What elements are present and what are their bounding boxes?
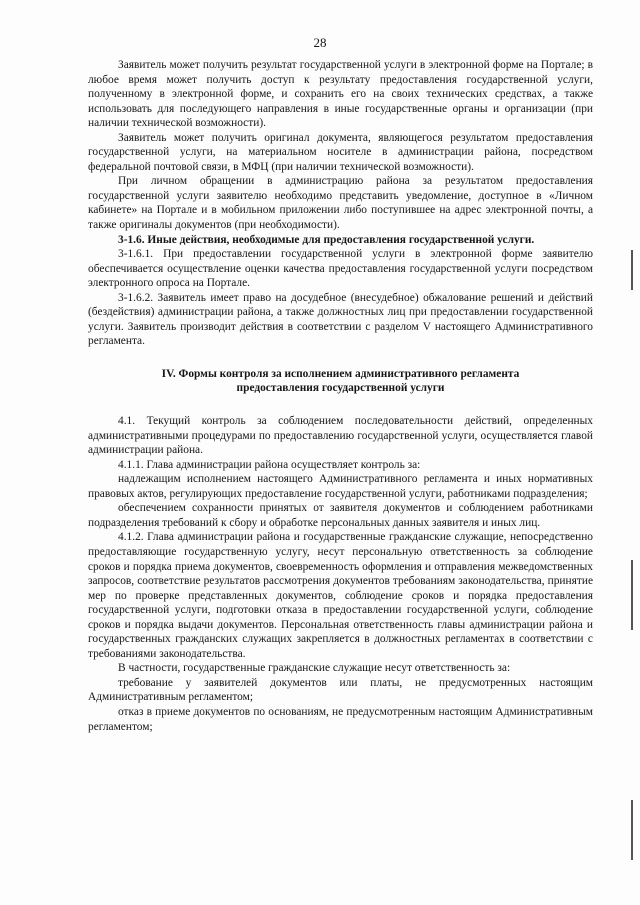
paragraph-personal-visit: При личном обращении в администрацию района за результатом предоставления государственной услуги заявителю необходимо представить уведомление, доступное в «Личном кабинете» на Портале и в мобильном приложении либо поступившее на адрес электронной почты, а также оригиналы документов (при необходимости). <box>88 175 593 232</box>
paragraph-requirement-documents: требование у заявителей документов или платы, не предусмотренных настоящим Административным регламентом; <box>88 676 593 704</box>
paragraph-4-1-1-a: надлежащим исполнением настоящего Административного регламента и иных нормативных правовых актов, регулирующих предоставление государственной услуги, работниками подразделения; <box>88 473 593 500</box>
paragraph-4-1-2: 4.1.2. Глава администрации района и государственные гражданские служащие, непосредственно предоставляющие государственную услугу, несут персональную ответственность за соблюдение сроков и порядка приема документов, своевременность оформления и отправления межведомственных запросов, соответствие результатов рассмотрения документов требованиям законодательства, принятие мер по проверке представленных документов, соблюдение сроков и порядка предоставления государственной услуги, подготовки отказа в предоставлении государственной услуги, соблюдение сроков и порядка выдачи документов. Персональная ответственность главы администрации района и государственных гражданских служащих закрепляется в должностных регламентах в соответствии с требованиями законодательства. <box>88 531 593 660</box>
paragraph-4-1-1: 4.1.1. Глава администрации района осуществляет контроль за: <box>118 458 421 471</box>
paragraph-result-original: Заявитель может получить оригинал документа, являющегося результатом предоставления государственной услуги, на материальном носителе в администрации района, посредством федеральной почтовой связи, в МФЦ (при наличии технической возможности). <box>88 131 593 173</box>
paragraph-4-1-1-b: обеспечением сохранности принятых от заявителя документов и соблюдением работниками подразделения требований к сбору и обработке персональных данных заявителя и иных лиц. <box>88 502 593 529</box>
section-title-iv <box>88 367 593 396</box>
scan-edge-mark <box>631 560 633 630</box>
paragraph-refusal-documents: отказ в приеме документов по основаниям, не предусмотренным настоящим Административным регламентом; <box>88 705 593 733</box>
scan-edge-mark <box>631 250 633 290</box>
subsection-heading-3-1-6: 3-1.6. Иные действия, необходимые для предоставления государственной услуги. <box>118 233 535 246</box>
page-number: 28 <box>313 35 327 50</box>
paragraph-in-particular: В частности, государственные гражданские служащие несут ответственность за: <box>118 662 511 675</box>
section-title-line-2: предоставления государственной услуги <box>236 382 445 395</box>
scan-edge-mark <box>631 800 633 860</box>
paragraph-result-electronic: Заявитель может получить результат государственной услуги в электронной форме на Портале; в любое время может получить доступ к результату предоставления государственной услуги, полученному в электронной форме, и сохранить его на своих технических средствах, а также использовать для последующего направления в иные государственные органы и организации (при наличии технической возможности). <box>88 59 593 130</box>
paragraph-4-1: 4.1. Текущий контроль за соблюдением последовательности действий, определенных административными процедурами по предоставлению государственной услуги, осуществляется главой администрации района. <box>88 415 593 457</box>
paragraph-3-1-6-2: 3-1.6.2. Заявитель имеет право на досудебное (внесудебное) обжалование решений и действий (бездействия) администрации района, а также должностных лиц при предоставлении государственной услуги. Заявитель производит действия в соответствии с разделом V настоящего Административного регламента. <box>88 291 593 348</box>
document-body <box>88 58 593 734</box>
section-title-line-1: IV. Формы контроля за исполнением административного регламента <box>161 367 520 380</box>
paragraph-3-1-6-1: 3-1.6.1. При предоставлении государственной услуги в электронной форме заявителю обеспечивается осуществление оценки качества предоставления государственной услуги посредством электронного опроса на Портале. <box>88 248 593 290</box>
